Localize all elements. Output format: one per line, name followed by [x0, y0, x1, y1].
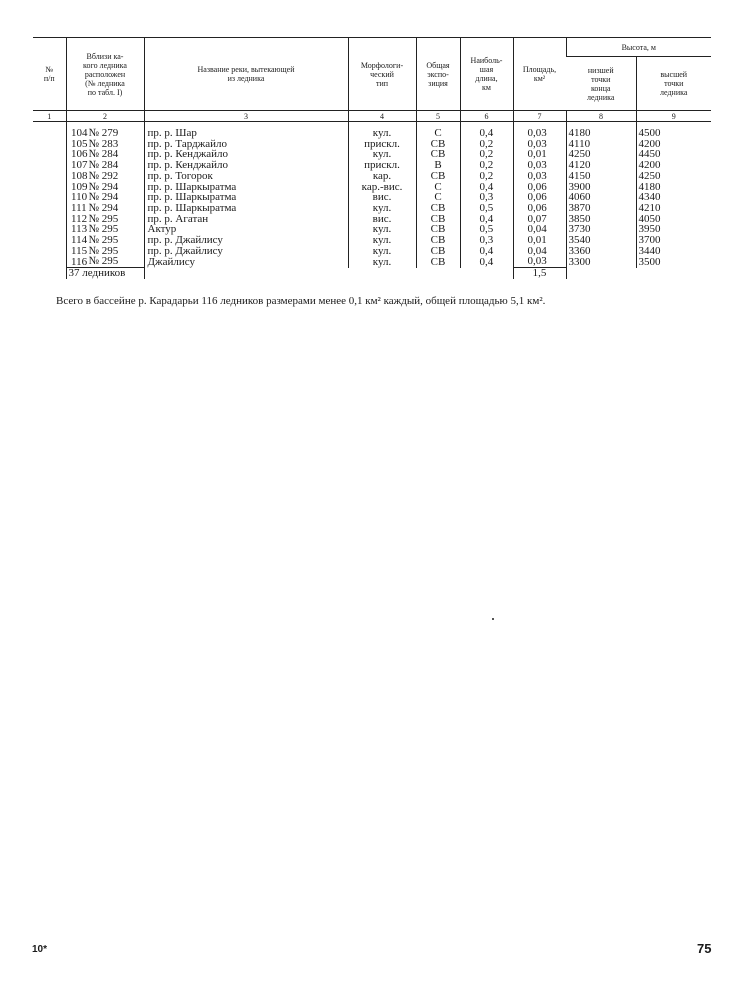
total-empty-cell [348, 268, 416, 279]
cell-exp: В [416, 160, 460, 171]
cell-low: 4060 [566, 192, 636, 203]
cell-morph: кул. [348, 149, 416, 160]
cell-area: 0,04 [513, 246, 566, 257]
cell-num: 111 [71, 201, 87, 214]
cell-name: пр. р. Шаркыратма [144, 203, 348, 214]
column-number-row [33, 111, 711, 122]
cell-morph: вис. [348, 214, 416, 225]
total-empty-cell [144, 268, 348, 279]
header-len-text: Наиболь- шая длина, км [470, 56, 503, 92]
cell-area: 0,06 [513, 203, 566, 214]
table-row [33, 171, 711, 182]
cell-name: пр. р. Агатан [144, 214, 348, 225]
header-morph-text: Морфологи- ческий тип [360, 60, 404, 88]
cell-exp: СВ [416, 171, 460, 182]
cell-morph: прискл. [348, 139, 416, 150]
cell-num: 110 [71, 191, 88, 204]
table-row [33, 246, 711, 257]
cell-morph: кар.-вис. [348, 182, 416, 193]
cell-num: 105 [71, 137, 88, 150]
cell-low: 4110 [566, 139, 636, 150]
cell-high: 4050 [636, 214, 711, 225]
cell-num: 109 [71, 180, 88, 193]
total-label: 37 ледников [66, 268, 144, 279]
header-height-text: Высота, м [621, 42, 656, 52]
cell-high: 4200 [636, 160, 711, 171]
cell-morph: вис. [348, 192, 416, 203]
header-near-text: Вблизи ка- кого ледника расположен (№ ледника по табл. I) [83, 51, 127, 97]
cell-high: 3950 [636, 224, 711, 235]
cell-exp: СВ [416, 149, 460, 160]
cell-exp: С [416, 192, 460, 203]
cell-high: 4200 [636, 139, 711, 150]
cell-low: 4250 [566, 149, 636, 160]
cell-near: № 294 [66, 182, 144, 193]
header-name [144, 38, 348, 111]
signature-mark: 10* [32, 944, 48, 955]
total-row [33, 268, 711, 279]
cell-len: 0,4 [460, 214, 513, 225]
cell-area: 0,04 [513, 224, 566, 235]
cell-exp: СВ [416, 256, 460, 267]
cell-low: 3870 [566, 203, 636, 214]
total-empty-cell [566, 268, 636, 279]
cell-area: 0,03 [513, 122, 566, 139]
cell-area: 0,06 [513, 192, 566, 203]
cell-morph: кул. [348, 203, 416, 214]
cell-low: 3540 [566, 235, 636, 246]
header-height [566, 38, 711, 57]
cell-name: пр. р. Шаркыратма [144, 182, 348, 193]
cell-low: 4150 [566, 171, 636, 182]
table-row [33, 256, 711, 267]
cell-name: пр. р. Кенджайло [144, 149, 348, 160]
cell-area: 0,03 [513, 171, 566, 182]
table-row [33, 160, 711, 171]
cell-morph: кул. [348, 122, 416, 139]
cell-near: № 292 [66, 171, 144, 182]
cell-exp: С [416, 122, 460, 139]
table-body [33, 122, 711, 268]
cell-near: № 284 [66, 149, 144, 160]
cell-name: пр. р. Джайлису [144, 235, 348, 246]
cell-num: 114 [71, 234, 88, 247]
cell-name: пр. р. Шаркыратма [144, 192, 348, 203]
cell-num: 113 [71, 223, 88, 236]
cell-high: 4500 [636, 122, 711, 139]
column-number: 6 [460, 111, 513, 122]
cell-near: № 279 [66, 122, 144, 139]
header-num-text: № п/п [43, 65, 55, 83]
cell-len: 0,4 [460, 182, 513, 193]
cell-area: 0,07 [513, 214, 566, 225]
table-row [33, 139, 711, 150]
cell-name: пр. р. Тарджайло [144, 139, 348, 150]
cell-near: № 295 [66, 235, 144, 246]
cell-high: 4250 [636, 171, 711, 182]
cell-low: 3850 [566, 214, 636, 225]
cell-area: 0,01 [513, 235, 566, 246]
summary-text: Всего в бассейне р. Карадарьи 116 ледников размерами менее 0,1 км² каждый, общей площадью 5,1 км². [56, 295, 546, 307]
table-row [33, 122, 711, 139]
header-area [513, 38, 566, 111]
header-low-text: низшей точки конца ледника [587, 65, 615, 102]
cell-morph: кул. [348, 256, 416, 267]
cell-num: 107 [71, 159, 88, 172]
column-number: 2 [66, 111, 144, 122]
cell-morph: кул. [348, 246, 416, 257]
cell-exp: СВ [416, 246, 460, 257]
cell-len: 0,4 [460, 246, 513, 257]
cell-len: 0,3 [460, 235, 513, 246]
table-row [33, 224, 711, 235]
cell-near: № 294 [66, 192, 144, 203]
column-number: 4 [348, 111, 416, 122]
cell-len: 0,4 [460, 122, 513, 139]
cell-morph: кул. [348, 235, 416, 246]
cell-high: 4210 [636, 203, 711, 214]
header-near [66, 38, 144, 111]
cell-exp: С [416, 182, 460, 193]
cell-low: 3900 [566, 182, 636, 193]
glacier-table [33, 37, 711, 279]
cell-low: 3730 [566, 224, 636, 235]
cell-area: 0,03 [513, 139, 566, 150]
cell-high: 3500 [636, 256, 711, 267]
header-high [636, 57, 711, 111]
cell-exp: СВ [416, 214, 460, 225]
cell-near: № 295 [66, 224, 144, 235]
page-number: 75 [697, 941, 712, 956]
column-number: 7 [513, 111, 566, 122]
cell-near: № 283 [66, 139, 144, 150]
cell-near: № 295 [66, 246, 144, 257]
cell-low: 3300 [566, 256, 636, 267]
header-num [33, 38, 66, 111]
column-number: 5 [416, 111, 460, 122]
column-number: 9 [636, 111, 711, 122]
cell-high: 4450 [636, 149, 711, 160]
cell-num: 108 [71, 169, 88, 182]
table-row [33, 192, 711, 203]
column-number: 1 [33, 111, 66, 122]
cell-name: пр. р. Джайлису [144, 246, 348, 257]
cell-len: 0,3 [460, 192, 513, 203]
cell-len: 0,2 [460, 149, 513, 160]
cell-num: 115 [71, 244, 88, 257]
total-empty-cell [460, 268, 513, 279]
cell-num: 116 [71, 255, 88, 268]
cell-near: № 284 [66, 160, 144, 171]
cell-near: № 295 [66, 256, 144, 267]
cell-name: пр. р. Кенджайло [144, 160, 348, 171]
header-high-text: высшей точки ледника [660, 70, 688, 97]
cell-near: № 295 [66, 214, 144, 225]
table-row [33, 203, 711, 214]
cell-exp: СВ [416, 224, 460, 235]
cell-name: Джайлису [144, 256, 348, 267]
cell-exp: СВ [416, 203, 460, 214]
cell-low: 4120 [566, 160, 636, 171]
cell-morph: кул. [348, 224, 416, 235]
table-row [33, 214, 711, 225]
header-low [566, 57, 636, 111]
cell-len: 0,5 [460, 224, 513, 235]
header-area-text: Площадь, км² [522, 65, 557, 83]
header-morph [348, 38, 416, 111]
cell-len: 0,2 [460, 139, 513, 150]
cell-morph: прискл. [348, 160, 416, 171]
cell-num: 112 [71, 212, 88, 225]
cell-len: 0,5 [460, 203, 513, 214]
cell-num: 106 [71, 148, 88, 161]
cell-len: 0,2 [460, 171, 513, 182]
cell-len: 0,2 [460, 160, 513, 171]
cell-area: 0,03 [513, 160, 566, 171]
header-len [460, 38, 513, 111]
total-empty-cell [416, 268, 460, 279]
cell-high: 3440 [636, 246, 711, 257]
total-empty-cell [33, 268, 66, 279]
cell-area: 0,03 [513, 256, 566, 267]
column-number: 3 [144, 111, 348, 122]
total-area: 1,5 [513, 268, 566, 279]
cell-name: пр. р. Шар [144, 122, 348, 139]
table-row [33, 235, 711, 246]
cell-high: 4340 [636, 192, 711, 203]
header-name-text: Название реки, вытекающей из ледника [197, 65, 295, 83]
cell-area: 0,01 [513, 149, 566, 160]
cell-high: 4180 [636, 182, 711, 193]
cell-name: Актур [144, 224, 348, 235]
cell-num: 104 [71, 127, 88, 139]
table-row [33, 182, 711, 193]
header-exp [416, 38, 460, 111]
cell-low: 4180 [566, 122, 636, 139]
cell-exp: СВ [416, 235, 460, 246]
total-empty-cell [636, 268, 711, 279]
cell-exp: СВ [416, 139, 460, 150]
column-number: 8 [566, 111, 636, 122]
cell-low: 3360 [566, 246, 636, 257]
cell-near: № 294 [66, 203, 144, 214]
cell-area: 0,06 [513, 182, 566, 193]
cell-morph: кар. [348, 171, 416, 182]
print-speck [492, 618, 494, 620]
cell-len: 0,4 [460, 256, 513, 267]
cell-name: пр. р. Тогорок [144, 171, 348, 182]
header-exp-text: Общая экспо- зиция [426, 60, 450, 88]
cell-high: 3700 [636, 235, 711, 246]
